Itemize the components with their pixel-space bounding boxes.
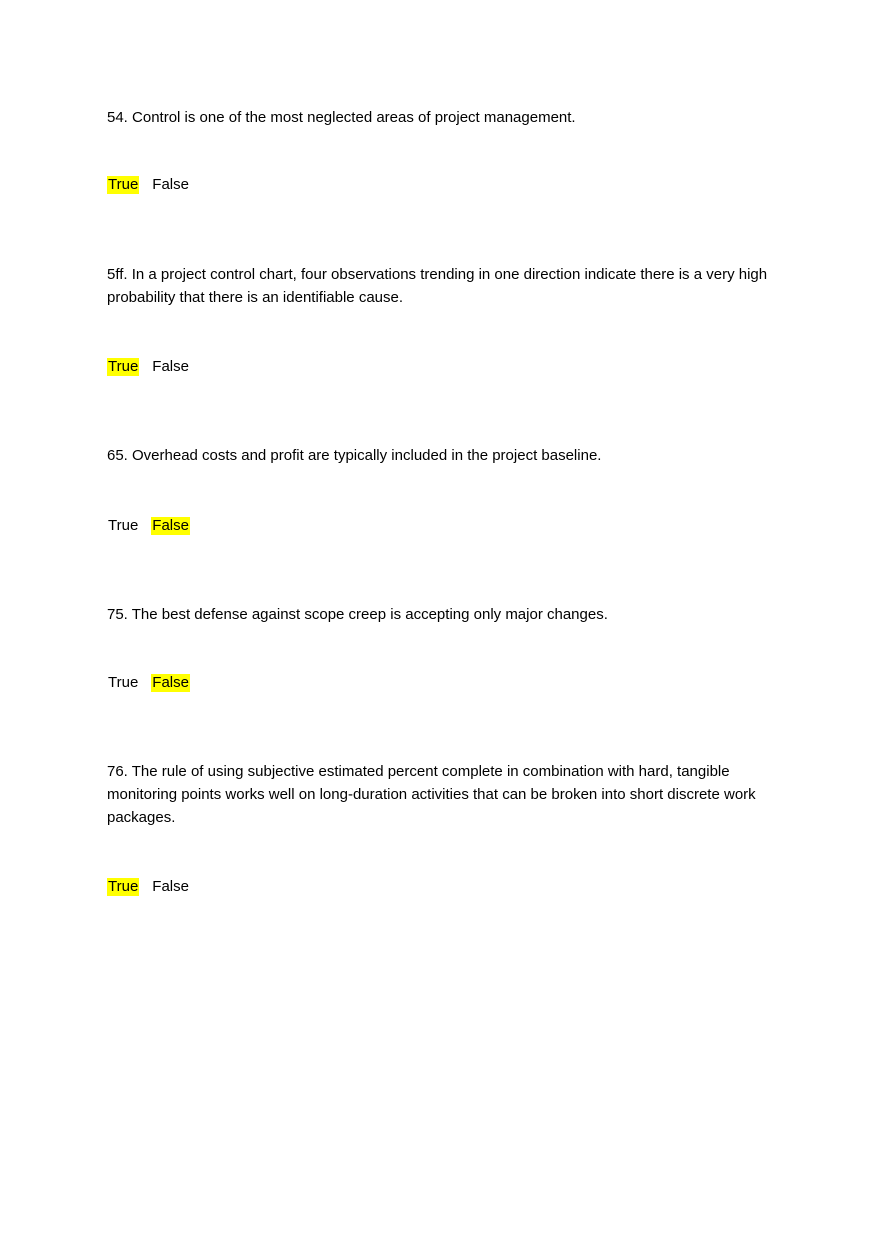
answer-true: True <box>108 674 139 691</box>
question-65-answers <box>107 517 190 535</box>
answer-true-highlighted: True <box>108 358 139 375</box>
answer-true-highlighted: True <box>108 878 139 895</box>
answer-true-highlighted: True <box>108 176 139 193</box>
question-54-answers <box>107 176 190 194</box>
question-5ff-text: 5ff. In a project control chart, four observations trending in one direction indicate there is a very high probability that there is an identifiable cause. <box>107 266 768 306</box>
question-5ff-answers <box>107 358 190 376</box>
question-65-text: 65. Overhead costs and profit are typically included in the project baseline. <box>107 447 602 464</box>
answer-false-highlighted: False <box>152 674 189 691</box>
answer-false-highlighted: False <box>152 517 189 534</box>
answer-false: False <box>152 358 189 375</box>
answer-false: False <box>152 176 189 193</box>
question-54-text: 54. Control is one of the most neglected areas of project management. <box>107 109 576 126</box>
question-76-text: 76. The rule of using subjective estimated percent complete in combination with hard, tangible monitoring points works well on long-duration activities that can be broken into short discrete work packages. <box>107 763 756 826</box>
question-75-text: 75. The best defense against scope creep is accepting only major changes. <box>107 606 608 623</box>
answer-false: False <box>152 878 189 895</box>
question-76-answers <box>107 878 190 896</box>
question-75-answers <box>107 674 190 692</box>
answer-true: True <box>108 517 139 534</box>
